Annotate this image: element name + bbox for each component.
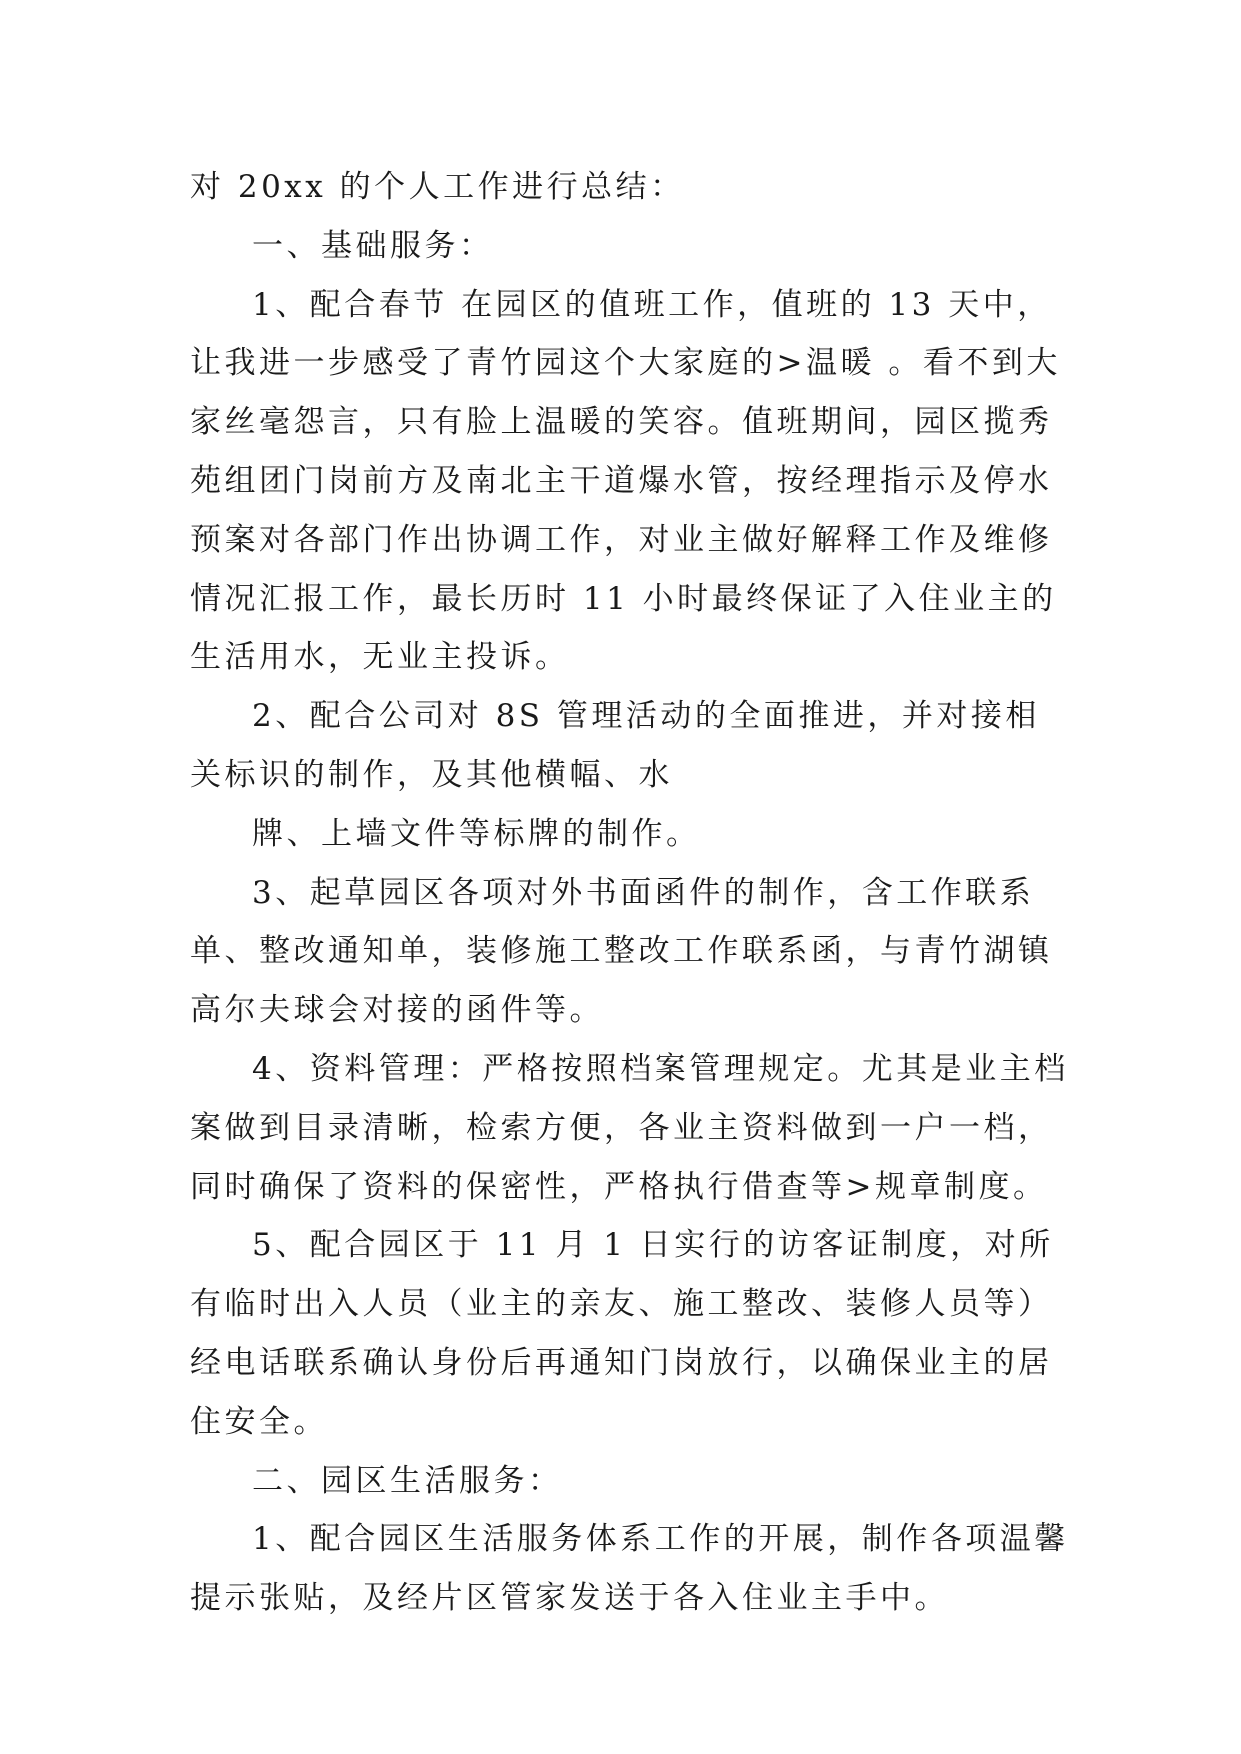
paragraph-records-management: 4、资料管理：严格按照档案管理规定。尤其是业主档案做到目录清晰，检索方便，各业主资料做到一户一档，同时确保了资料的保密性，严格执行借查等>规章制度。 [190,1050,1069,1205]
section-heading-living-services: 二、园区生活服务： [252,1462,563,1499]
intro-paragraph: 对 20xx 的个人工作进行总结： [190,169,685,205]
paragraph-visitor-pass: 5、配合园区于 11 月 1 日实行的访客证制度，对所有临时出入人员（业主的亲友、施工整改、装修人员等）经电话联系确认身份后再通知门岗放行，以确保业主的居住安全。 [190,1227,1054,1440]
paragraph-spring-festival-duty: 1、配合春节 在园区的值班工作，值班的 13 天中，让我进一步感受了青竹园这个大家庭的>温暖 。看不到大家丝毫怨言，只有脸上温暖的笑容。值班期间，园区揽秀苑组团门岗前方及南北主干道爆水管，按经理指示及停水预案对各部门作出协调工作，对业主做好解释工作及维修情况汇报工作，最长历时 11 小时最终保证了入住业主的生活用水，无业主投诉。 [190,286,1061,676]
paragraph-living-service-system: 1、配合园区生活服务体系工作的开展，制作各项温馨提示张贴，及经片区管家发送于各入住业主手中。 [190,1521,1069,1617]
section-heading-basic-services: 一、基础服务： [252,227,494,264]
paragraph-external-letters: 3、起草园区各项对外书面函件的制作，含工作联系单、整改通知单，装修施工整改工作联系函，与青竹湖镇高尔夫球会对接的函件等。 [190,874,1053,1029]
paragraph-signage-production: 牌、上墙文件等标牌的制作。 [252,815,701,852]
paragraph-8s-management: 2、配合公司对 8S 管理活动的全面推进，并对接相关标识的制作，及其他横幅、水 [190,698,1040,793]
document-body [190,158,1070,1628]
